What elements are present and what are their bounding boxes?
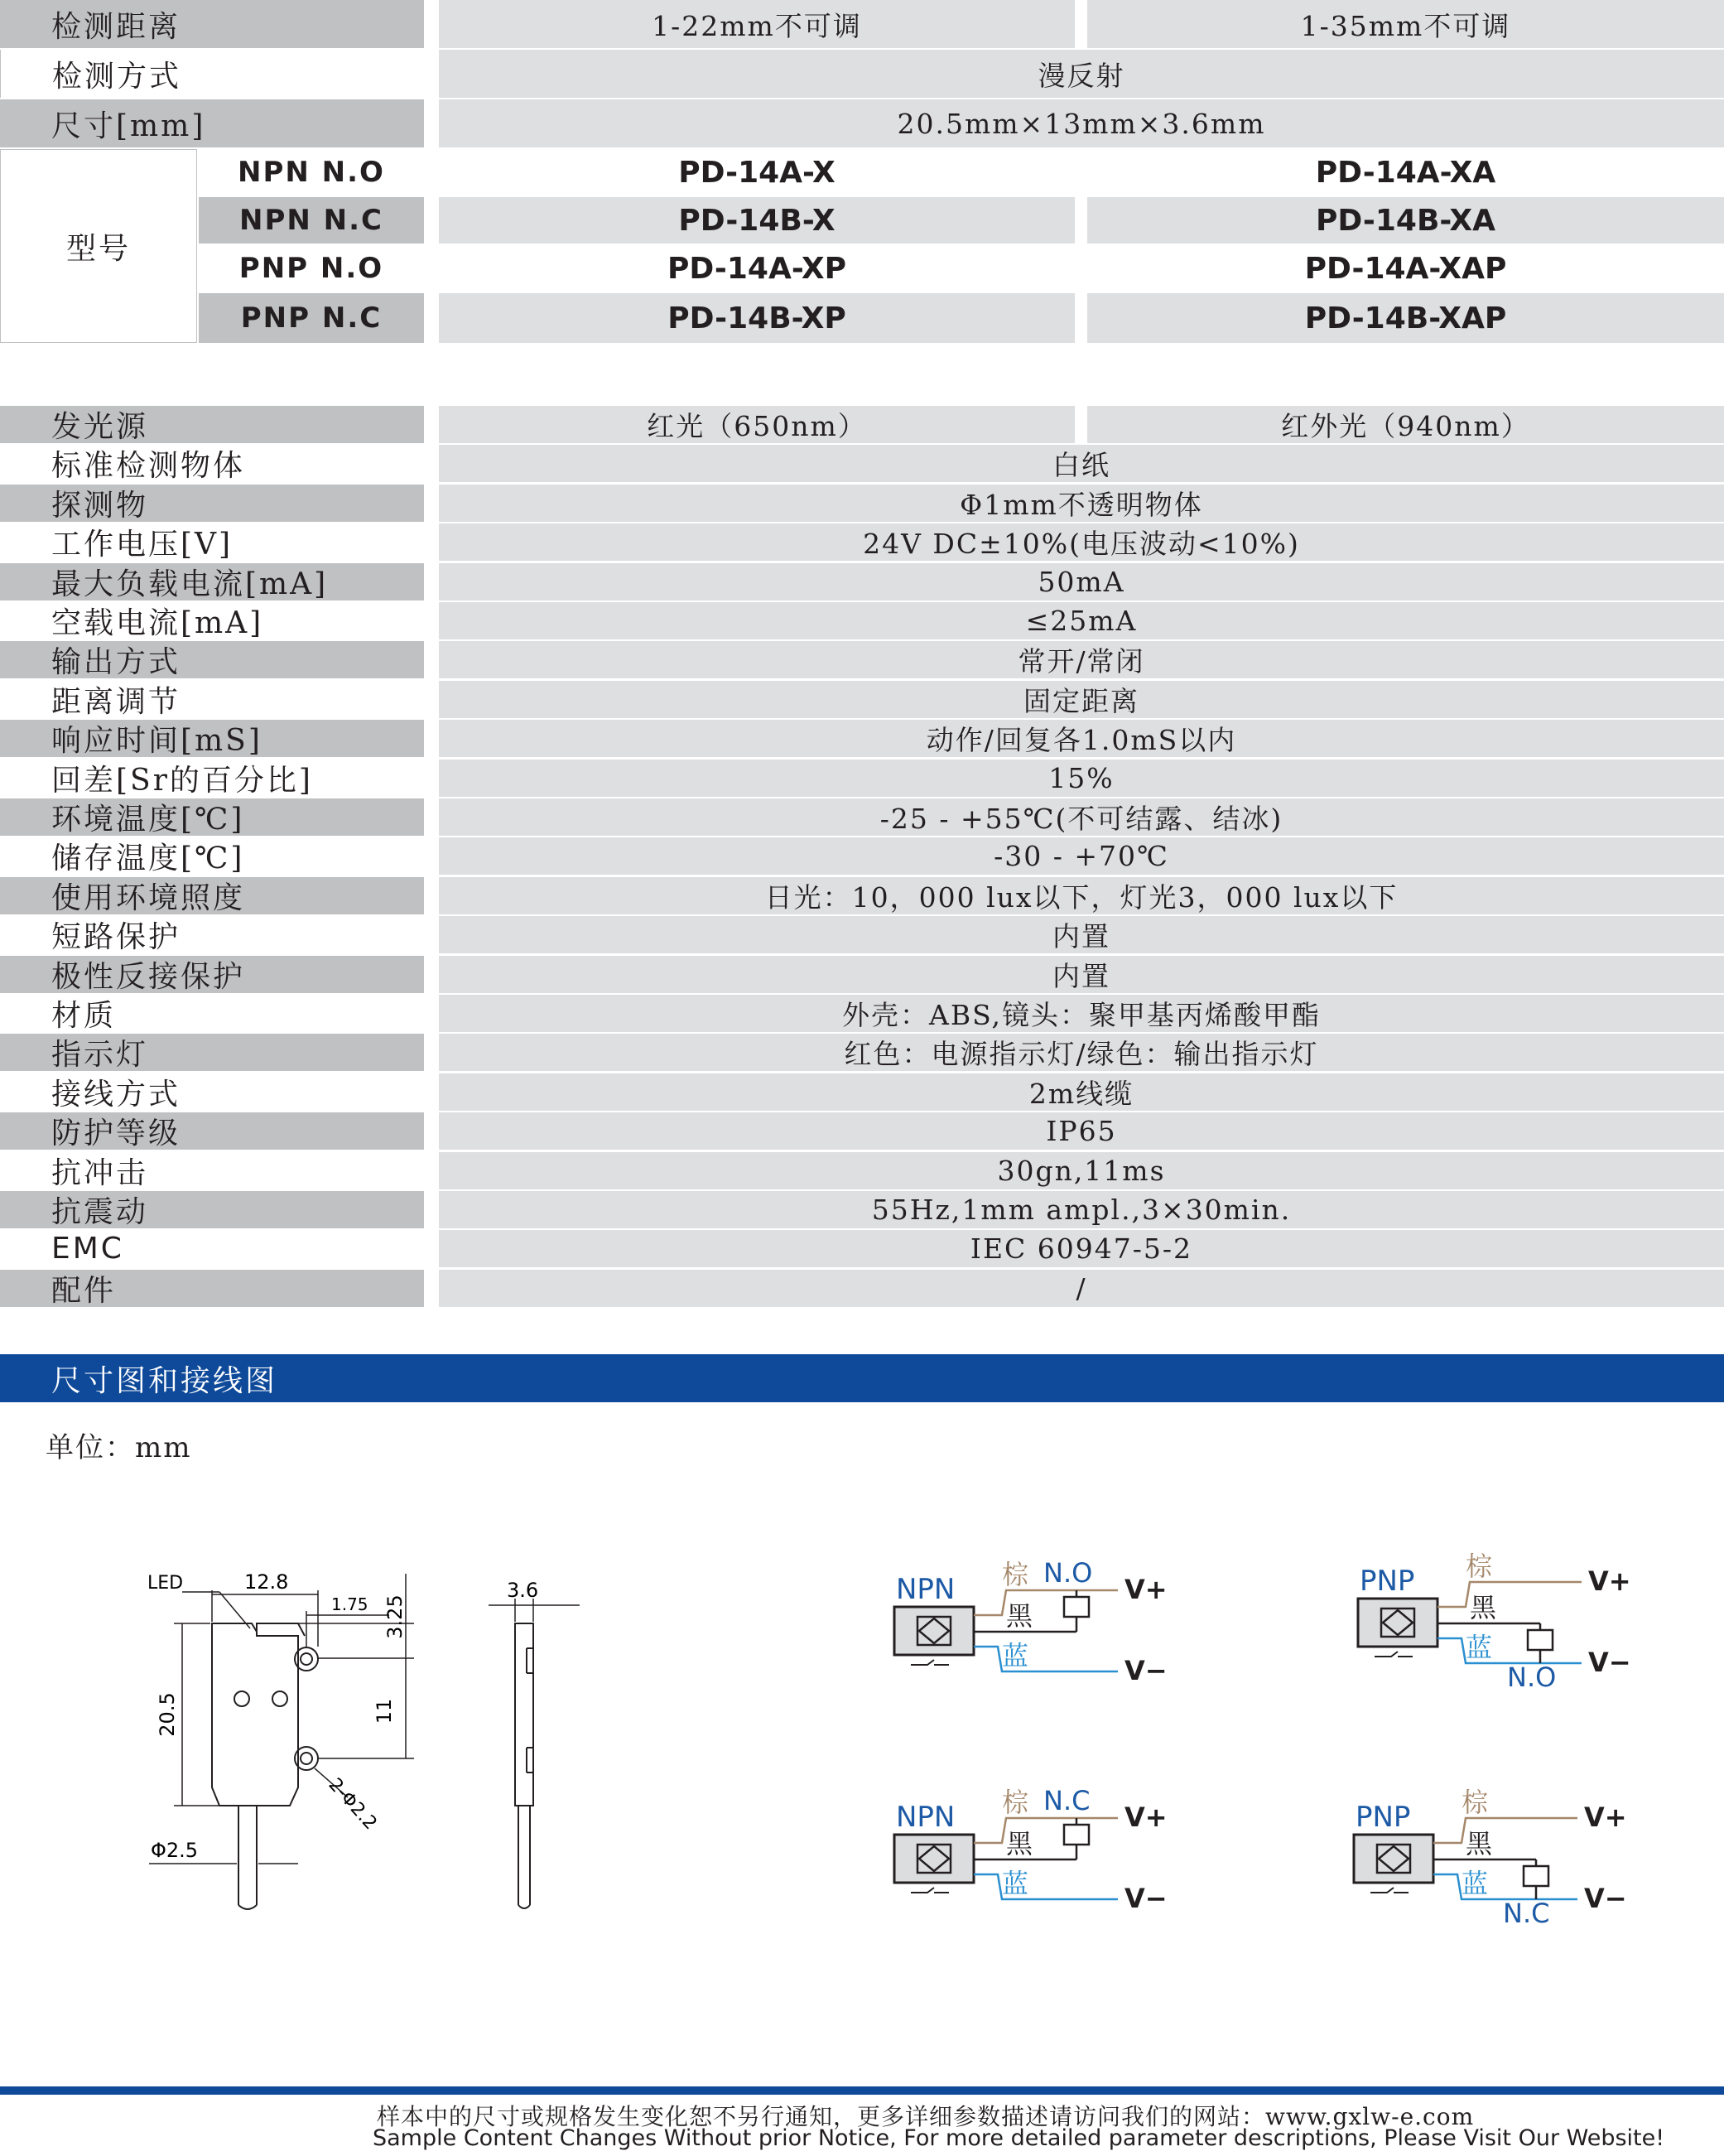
v-plus-label: V+ (1124, 1574, 1168, 1605)
wire-blue-label: 蓝 (1462, 1868, 1489, 1899)
table-row (0, 445, 1724, 482)
row-value: 白纸 (439, 445, 1724, 482)
dim-3-6: 3.6 (507, 1579, 539, 1602)
model-value-col1: PD-14A-X (678, 155, 836, 190)
row-value: 15% (439, 760, 1724, 797)
table-row (0, 406, 1724, 443)
row-label: EMC (51, 1232, 124, 1266)
model-sub-label: NPN N.O (238, 156, 385, 189)
table-row (0, 995, 1724, 1032)
row-label: 储存温度[℃] (51, 842, 245, 876)
wire-black-label: 黑 (1470, 1592, 1497, 1623)
row-value-col1: 红光（650nm） (439, 406, 1075, 443)
table-row (0, 602, 1724, 639)
row-label: 空载电流[mA] (51, 606, 264, 640)
table-row (0, 720, 1724, 757)
row-label: 极性反接保护 (0, 956, 424, 993)
side-view-drawing (480, 1557, 596, 1922)
row-value: 固定距离 (439, 681, 1724, 718)
dim-1-75: 1.75 (331, 1594, 368, 1614)
row-label: 指示灯 (0, 1034, 424, 1071)
footer-rule (0, 2086, 1724, 2095)
row-value: 50mA (439, 563, 1724, 600)
table-row (0, 798, 1724, 836)
table-row (0, 1034, 1724, 1071)
row-value: 日光：10，000 lux以下，灯光3，000 lux以下 (439, 877, 1724, 914)
row-label: 输出方式 (0, 641, 424, 678)
v-plus-label: V+ (1588, 1565, 1631, 1597)
v-minus-label: V− (1124, 1883, 1168, 1914)
row-label: 发光源 (0, 406, 424, 443)
dim-12-8: 12.8 (244, 1570, 289, 1594)
table-row (0, 760, 1724, 797)
wire-blue-label: 蓝 (1466, 1632, 1493, 1663)
row-label: 距离调节 (51, 684, 181, 719)
wiring-diagram-npn-no (886, 1549, 1184, 1715)
dim-20-5: 20.5 (156, 1692, 179, 1737)
wire-black-label: 黑 (1006, 1600, 1033, 1632)
table-row (0, 681, 1724, 718)
row-label: 探测物 (0, 485, 424, 522)
table-row (0, 1230, 1724, 1267)
row-value: 55Hz,1mm ampl.,3×30min. (439, 1191, 1724, 1228)
table-row (0, 1112, 1724, 1150)
dim-3-25: 3.25 (383, 1594, 407, 1639)
model-row (0, 197, 1724, 244)
row-value: ≤25mA (439, 602, 1724, 639)
row-value-col2: 1-35mm不可调 (1087, 0, 1724, 48)
row-label: 响应时间[mS] (0, 720, 424, 757)
model-row (0, 293, 1724, 343)
row-label: 使用环境照度 (0, 877, 424, 914)
wiring-type-label: NPN (896, 1801, 956, 1834)
table-row (0, 1152, 1724, 1189)
wire-brown-label: 棕 (1466, 1551, 1493, 1582)
wiring-type-label: PNP (1360, 1565, 1415, 1598)
row-value: -25 - +55℃(不可结露、结冰) (439, 798, 1724, 836)
wire-brown-label: 棕 (1462, 1787, 1489, 1818)
row-value: 24V DC±10%(电压波动<10%) (439, 523, 1724, 561)
model-sub-label: PNP N.O (238, 252, 384, 285)
row-value: -30 - +70℃ (439, 837, 1724, 875)
table-row (0, 641, 1724, 678)
v-plus-label: V+ (1584, 1801, 1627, 1833)
table-row (0, 0, 1724, 48)
row-label: 抗震动 (0, 1191, 424, 1228)
row-label: 配件 (0, 1270, 424, 1307)
v-minus-label: V− (1124, 1655, 1168, 1686)
row-value-col2: 红外光（940nm） (1087, 406, 1724, 443)
row-label: 标准检测物体 (51, 449, 246, 484)
contact-label: N.O (1043, 1557, 1093, 1589)
product-spec-table (0, 406, 1724, 1310)
table-row (0, 877, 1724, 914)
row-label: 抗冲击 (51, 1155, 149, 1190)
wiring-diagram-pnp-nc (1346, 1777, 1644, 1942)
unit-label: 单位：mm (46, 1431, 192, 1464)
wiring-diagram-pnp-no (1350, 1541, 1648, 1706)
v-minus-label: V− (1584, 1883, 1627, 1914)
table-row (0, 1073, 1724, 1111)
model-row (0, 245, 1724, 292)
table-row (0, 916, 1724, 953)
row-value: 外壳：ABS,镜头：聚甲基丙烯酸甲酯 (439, 995, 1724, 1032)
row-value-col1: 1-22mm不可调 (439, 0, 1075, 48)
model-label: 型号 (0, 149, 197, 343)
row-label: 检测距离 (0, 0, 424, 48)
table-row (0, 837, 1724, 875)
footer-en: Sample Content Changes Without prior Notice, For more detailed parameter descriptions, Please Visit Our Website! (373, 2125, 1665, 2151)
row-value: 20.5mm×13mm×3.6mm (439, 99, 1724, 147)
row-label: 材质 (51, 999, 117, 1033)
row-value: 30gn,11ms (439, 1152, 1724, 1189)
wiring-diagram-npn-nc (886, 1777, 1184, 1942)
table-row (0, 1191, 1724, 1228)
row-value: 漫反射 (439, 50, 1724, 98)
contact-label: N.C (1043, 1785, 1091, 1816)
model-value-col2: PD-14A-XA (1315, 155, 1496, 190)
table-row (0, 99, 1724, 147)
table-row (0, 523, 1724, 561)
wiring-type-label: NPN (896, 1573, 956, 1606)
v-plus-label: V+ (1124, 1801, 1168, 1833)
wiring-type-label: PNP (1356, 1801, 1411, 1834)
row-value: / (439, 1270, 1724, 1307)
table-row (0, 956, 1724, 993)
row-value: 内置 (439, 916, 1724, 953)
section-banner: 尺寸图和接线图 (0, 1354, 1724, 1402)
table-row (0, 1270, 1724, 1307)
model-value-col2: PD-14B-XAP (1087, 293, 1724, 343)
contact-label: N.C (1503, 1898, 1550, 1929)
model-value-col1: PD-14B-X (439, 197, 1075, 244)
row-label: 回差[Sr的百分比] (51, 763, 313, 798)
wire-brown-label: 棕 (1002, 1559, 1029, 1590)
footer-cn: 样本中的尺寸或规格发生变化恕不另行通知，更多详细参数描述请访问我们的网站：www.gxlw-e.com (377, 2103, 1475, 2130)
row-value: IEC 60947-5-2 (439, 1230, 1724, 1267)
dim-hole: 2-Φ2.2 (324, 1774, 381, 1835)
row-label: 检测方式 (0, 50, 424, 98)
table-row (0, 485, 1724, 522)
row-value: 红色：电源指示灯/绿色：输出指示灯 (439, 1034, 1724, 1071)
model-value-col1: PD-14B-XP (439, 293, 1075, 343)
wire-black-label: 黑 (1466, 1828, 1493, 1859)
table-row (0, 50, 1724, 98)
row-label: 接线方式 (51, 1077, 181, 1112)
wire-black-label: 黑 (1006, 1828, 1033, 1859)
model-value-col1: PD-14A-XP (667, 251, 846, 286)
model-sub-label: NPN N.C (199, 197, 424, 244)
row-value: Φ1mm不透明物体 (439, 485, 1724, 522)
row-label: 环境温度[℃] (0, 798, 424, 836)
wire-brown-label: 棕 (1002, 1787, 1029, 1818)
model-value-col2: PD-14B-XA (1087, 197, 1724, 244)
contact-label: N.O (1507, 1662, 1557, 1693)
row-label: 短路保护 (51, 920, 181, 955)
row-value: 2m线缆 (439, 1073, 1724, 1111)
model-sub-label: PNP N.C (199, 293, 424, 343)
row-value: IP65 (439, 1112, 1724, 1150)
row-label: 最大负载电流[mA] (0, 563, 424, 600)
wire-blue-label: 蓝 (1002, 1640, 1029, 1671)
table-row (0, 563, 1724, 600)
row-value: 动作/回复各1.0mS以内 (439, 720, 1724, 757)
row-label: 防护等级 (0, 1112, 424, 1150)
row-label: 尺寸[mm] (0, 99, 424, 147)
model-value-col2: PD-14A-XAP (1304, 251, 1507, 286)
row-label: 工作电压[V] (51, 528, 234, 562)
row-value: 常开/常闭 (439, 641, 1724, 678)
row-value: 内置 (439, 956, 1724, 993)
model-row (0, 149, 1724, 195)
dim-11: 11 (373, 1698, 396, 1724)
v-minus-label: V− (1588, 1647, 1631, 1678)
dim-led: LED (147, 1573, 184, 1594)
wire-blue-label: 蓝 (1002, 1868, 1029, 1899)
dim-cable: Φ2.5 (151, 1839, 199, 1862)
